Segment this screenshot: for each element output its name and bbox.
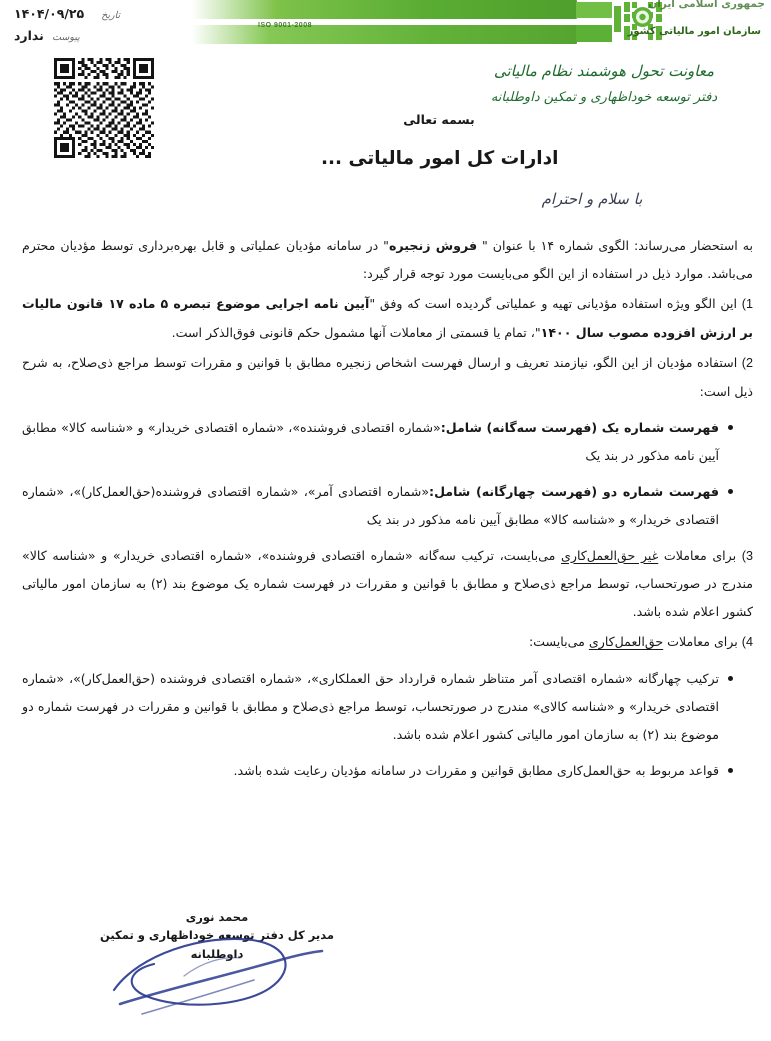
bullet-2-label: فهرست شماره دو (فهرست چهارگانه) شامل: [429, 483, 719, 499]
bullet-2-text: «شماره اقتصادی آمر»، «شماره اقتصادی فروشنده(حق‌العمل‌کار)»، «شماره اقتصادی خریدار» و «شناسه کالا» مطابق آیین نامه مذکور در بند یک [22, 483, 719, 527]
bullet-1-label: فهرست شماره یک (فهرست سه‌گانه) شامل: [440, 419, 719, 435]
department-line1: معاونت تحول هوشمند نظام مالیاتی [493, 62, 715, 80]
bullet-item-commission-rules [22, 757, 753, 785]
bullet-3-text: ترکیب چهارگانه «شماره اقتصادی آمر متناظر شماره قرارداد حق العملکاری»، «شماره اقتصادی فروشنده (حق‌العمل‌کار)»، «شماره اقتصادی خریدار» و «شناسه کالای» مندرج در صورتحساب، توسط مراجع ذی‌صلاح و مطابق با قوانین و مقررات در فهرست شماره دو موضوع بند (۲) به سازمان امور مالیاتی کشور اعلام شده باشد. [22, 671, 719, 743]
signature-block [92, 908, 342, 963]
intro-paragraph [22, 232, 753, 288]
attachment-row [14, 28, 204, 43]
document-meta [14, 6, 204, 50]
signatory-title-line2: داوطلبانه [190, 946, 244, 961]
item-4-number: 4) [741, 635, 753, 650]
item-3-text-a: برای معاملات [658, 547, 737, 563]
bullet-item-quadruple-combination [22, 665, 753, 749]
letter-body [22, 232, 753, 791]
item-2-number: 2) [741, 355, 753, 370]
intro-text-b: " در سامانه مؤدیان عملیاتی و قابل بهره‌برداری توسط مؤدیان محترم می‌باشد. موارد ذیل در استفاده از این الگو می‌بایست مورد توجه قرار گیرد: [22, 238, 753, 281]
date-row [14, 6, 204, 21]
bullet-item-list-two [22, 478, 753, 534]
item-1-regulation-title: آیین نامه اجرایی موضوع تبصره ۵ ماده ۱۷ قانون مالیات بر ارزش افزوده مصوب سال ۱۴۰۰ [22, 295, 753, 340]
department-line2: دفتر توسعه خوداظهاری و تمکین داوطلبانه [490, 89, 718, 105]
letterhead-org-line2: سازمان امور مالیاتی کشور [627, 26, 761, 37]
attachment-label: پیوست [52, 32, 80, 43]
item-3-number: 3) [741, 548, 753, 563]
intro-text-a: به استحضار می‌رساند: الگوی شماره ۱۴ با عنوان " [477, 238, 754, 253]
signatory-name: محمد نوری [185, 910, 249, 924]
attachment-value: ندارد [14, 28, 44, 43]
item-1-number: 1) [741, 296, 753, 311]
bullet-1-text: «شماره اقتصادی فروشنده»، «شماره اقتصادی خریدار» و «شناسه کالا» مطابق آیین نامه مذکور در بند یک [22, 419, 719, 463]
item-1-text-b: "، تمام یا قسمتی از معاملات آنها مشمول حکم قانونی فوق‌الذکر است. [171, 324, 541, 340]
department-heading [459, 58, 749, 110]
signatory-title-line1: مدیر کل دفتر توسعه خوداظهاری و تمکین [100, 928, 334, 943]
date-value: ۱۴۰۴/۰۹/۲۵ [14, 6, 85, 21]
item-1-text-a: این الگو ویژه استفاده مؤدیانی تهیه و عملیاتی گردیده است که وفق " [369, 295, 737, 311]
bullet-4-text: قواعد مربوط به حق‌العمل‌کاری مطابق قوانین و مقررات در سامانه مؤدیان رعایت شده باشد. [233, 763, 719, 779]
letterhead-org-line1: جمهوری اسلامی ایران [648, 0, 765, 10]
numbered-item-2 [22, 349, 753, 406]
numbered-item-3 [22, 542, 753, 627]
item-4-emphasis: حق‌العمل‌کاری [588, 634, 664, 650]
basmala: بسمه تعالی [403, 112, 475, 127]
item-4-text-b: می‌بایست: [528, 634, 589, 650]
item-3-text-b: می‌بایست، ترکیب سه‌گانه «شماره اقتصادی فروشنده»، «شماره اقتصادی خریدار» و «شناسه کالا» مندرج در صورتحساب، توسط مراجع ذی‌صلاح و مطابق با قوانین و مقررات در فهرست شماره یک موضوع بند (۲) به سازمان امور مالیاتی کشور اعلام شده باشد. [22, 547, 753, 620]
numbered-item-4 [22, 628, 753, 657]
iso-certification-label: ISO 9001-2008 [258, 22, 312, 29]
bullet-item-list-one [22, 414, 753, 470]
salutation: با سلام و احترام [541, 190, 643, 208]
numbered-item-1 [22, 290, 753, 347]
qr-code[interactable] [54, 58, 154, 158]
item-3-emphasis: غیر حق‌العمل‌کاری [561, 547, 659, 563]
item-4-text-a: برای معاملات [663, 634, 738, 650]
date-label: تاریخ [101, 10, 121, 21]
addressee-title: ادارات کل امور مالیاتی ... [321, 148, 559, 169]
item-2-text: استفاده مؤدیان از این الگو، نیازمند تعریف و ارسال فهرست اشخاص زنجیره مطابق با قوانین و مقررات توسط مراجع ذی‌صلاح، به شرح ذیل است: [22, 354, 753, 399]
letterhead-band-top [192, 0, 577, 19]
intro-highlight: فروش زنجیره [388, 238, 478, 253]
